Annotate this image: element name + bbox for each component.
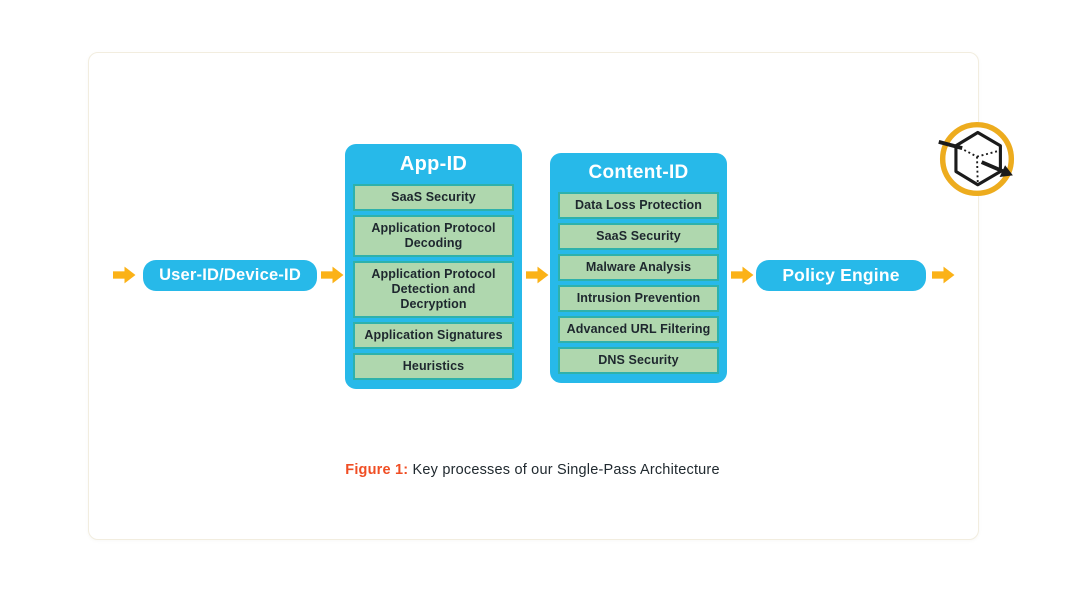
app-id-item: SaaS Security xyxy=(353,184,514,211)
content-id-title: Content-ID xyxy=(588,162,689,183)
content-id-item: Data Loss Protection xyxy=(558,192,719,219)
app-id-item: Heuristics xyxy=(353,353,514,380)
app-id-item: Application Protocol Detection and Decryption xyxy=(353,261,514,318)
single-pass-cube-icon xyxy=(938,120,1016,198)
user-id-device-id-node xyxy=(143,260,317,291)
app-id-item: Application Protocol Decoding xyxy=(353,215,514,257)
content-id-item: DNS Security xyxy=(558,347,719,374)
app-id-item: Application Signatures xyxy=(353,322,514,349)
right-arrow-icon xyxy=(321,266,344,284)
user-id-device-id-label: User-ID/Device-ID xyxy=(159,266,301,284)
right-arrow-icon xyxy=(932,266,955,284)
app-id-item-list xyxy=(353,184,514,380)
content-id-item-list xyxy=(558,192,719,374)
policy-engine-node xyxy=(756,260,926,291)
content-id-box xyxy=(550,153,727,383)
app-id-title: App-ID xyxy=(399,153,468,175)
right-arrow-icon xyxy=(113,266,136,284)
app-id-box xyxy=(345,144,522,389)
right-arrow-icon xyxy=(526,266,549,284)
content-id-item: Advanced URL Filtering xyxy=(558,316,719,343)
content-id-item: SaaS Security xyxy=(558,223,719,250)
content-id-item: Malware Analysis xyxy=(558,254,719,281)
content-id-item: Intrusion Prevention xyxy=(558,285,719,312)
policy-engine-label: Policy Engine xyxy=(782,265,900,285)
right-arrow-icon xyxy=(731,266,754,284)
figure-caption-text: Key processes of our Single-Pass Architecture xyxy=(408,462,720,478)
figure-caption xyxy=(88,462,977,478)
figure-caption-label: Figure 1: xyxy=(345,462,409,478)
